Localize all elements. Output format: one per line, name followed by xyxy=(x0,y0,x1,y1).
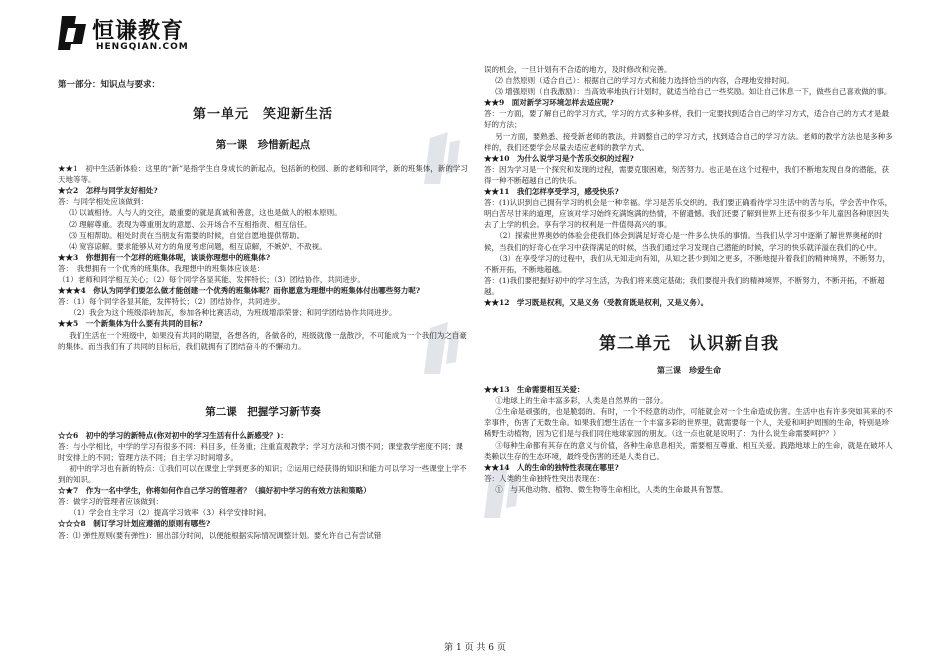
lesson-title: 第二课 把握学习新节奏 xyxy=(205,405,321,418)
answer-point: ⑵ 理解尊重。表现为尊重朋友的意愿、公开场合不互相指责、相互信任。 xyxy=(69,219,312,229)
question-heading: ★★9 面对新学习环境怎样去适应呢? xyxy=(484,98,614,108)
logo-mark-icon xyxy=(56,14,90,52)
answer-text: 我们生活在一个班级中，如果没有共同的期望，各想各的，各做各的，班级就像一盘散沙，不可能成为一个我们为之自豪的集体。而当我们有了共同的目标后，我们就拥有了团结奋斗的不懈动力。 xyxy=(58,330,467,351)
question-heading: ★★10 为什么说学习是个苦乐交织的过程? xyxy=(484,153,634,163)
question-heading: ★★★4 你认为同学们要怎么做才能创建一个优秀的班集体呢？而你愿意为理想中的班集体付出哪些努力呢? xyxy=(58,286,421,296)
answer-text: 答： 我想拥有一个优秀的班集体。我理想中的班集体应该是： xyxy=(58,263,265,273)
answer-text: 答：与小学相比，中学的学习有很多不同：科目多，任务重；注重直观教学；学习方法和习惯不同；课堂教学密度不同；课时安排上的不同；管理方法不同；自主学习时间增多。 xyxy=(58,441,463,462)
answer-text: （2）探索世界奥妙的体验会使我们体会到满足好奇心是一件多么快乐的事情。当我们从学习中逐渐了解世界奥秘的时候，当我们的好奇心在学习中获得满足的时候，当我们通过学习发现自己潜能的时候，学习的快乐就洋溢在我们的心中。 xyxy=(484,231,883,252)
answer-point: ③每种生命都有其存在的意义与价值，各种生命息息相关，需要相互尊重、相互关爱。践踏地球上的生命，就是在破坏人类赖以生存的生态环境，最终受伤害的还是人类自己。 xyxy=(484,440,893,461)
lesson-title: 第一课 珍惜新起点 xyxy=(215,139,311,152)
question-heading: ★★3 你想拥有一个怎样的班集体呢，谈谈你理想中的班集体? xyxy=(58,252,271,262)
question-heading: ★☆2 怎样与同学友好相处? xyxy=(58,186,158,196)
question-heading: ★★13 生命需要相互关爱： xyxy=(484,385,585,395)
left-column xyxy=(58,64,468,541)
page-footer: 第 1 页 共 6 页 xyxy=(444,643,506,653)
answer-text: （1）老师和同学相互关心；（2）每个同学各显其能、发挥特长；（3）团结协作，共同进步。 xyxy=(58,275,365,285)
answer-text: 答：一方面，要了解自己的学习方式，学习的方式多种多样，我们一定要找到适合自己的学习方式，适合自己的方式才是最好的方法； xyxy=(484,109,889,130)
answer-text: （2）我会为这个班级添砖加瓦，参加各种比赛活动，为班级增添荣誉；和同学团结协作共同进步。 xyxy=(69,308,397,318)
logo xyxy=(56,12,206,56)
lesson-title: 第三课 珍爱生命 xyxy=(657,365,721,376)
answer-text: 初中的学习也有新的特点：①我们可以在课堂上学到更多的知识；②运用已经获得的知识和能力可以学习一些课堂上学不到的知识。 xyxy=(58,463,467,485)
logo-url: HENGQIAN.COM xyxy=(96,42,189,52)
answer-point: ① 与其他动物、植物、微生物等生命相比，人类的生命最具有智慧。 xyxy=(495,484,728,494)
logo-name: 恒谦教育 xyxy=(92,19,185,44)
answer-text: 答：⑴ 弹性原则(要有弹性)：留出部分时间，以便能根据实际情况调整计划。要允许自己有尝试错 xyxy=(58,530,382,540)
answer-text: 答：与同学相处应该做到： xyxy=(58,197,148,207)
question-heading: ★★12 学习既是权利，又是义务（受教育既是权利，又是义务）。 xyxy=(484,297,709,307)
answer-text: 答：做学习的管理者应该做到： xyxy=(58,497,163,507)
answer-text: 另一方面，要熟悉、接受新老师的教法，并调整自己的学习方式，找到适合自己的学习方法。老师的教学方法也是多种多样的，我们还要学会尽量去适应老师的教学方式。 xyxy=(484,131,893,152)
answer-point: ⑵ 自然原则（适合自己）：根据自己的学习方式和能力选择恰当的内容，合理地安排时间。 xyxy=(495,76,794,86)
question-heading: ☆★7 作为一名中学生，你将如何作自己学习的管理者？（搞好初中学习的有效方法和策略） xyxy=(58,486,371,496)
question-heading: ★★5 一个新集体为什么要有共同的目标? xyxy=(58,319,203,329)
answer-text: 答：人类的生命独特性突出表现在： xyxy=(484,473,604,483)
answer-text: 答：（1）每个同学各显其能，发挥特长；（2）团结协作，共同进步。 xyxy=(58,297,286,307)
answer-text: 答：因为学习是一个探究和发现的过程，需要克服困难，刻苦努力。也正是在这个过程中，我们不断地发现自身的潜能，获得一种不断超越自己的快乐。 xyxy=(484,164,889,185)
answer-point: ①地球上的生命丰富多彩，人类是自然界的一部分。 xyxy=(495,396,668,406)
unit-title: 第一单元 笑迎新生活 xyxy=(192,107,333,123)
question-heading: ☆☆☆8 制订学习计划应遵循的原则有哪些? xyxy=(58,519,211,529)
answer-text: （1）学会自主学习（2）提高学习效率（3）科学安排时间。 xyxy=(69,508,272,518)
answer-text: （3）在享受学习的过程中，我们从无知走向有知，从知之甚少到知之更多，不断地提升着我们的精神境界，不断努力，不断开拓，不断地超越。 xyxy=(484,253,891,274)
right-column xyxy=(484,64,894,495)
answer-point: ⑶ 互相帮助。相处时责在当朋友有需要的时候，自觉自愿地提供帮助。 xyxy=(69,230,305,240)
answer-text: 答：(1)我们要把握好初中的学习生活，为我们将来奠定基础；我们要提升我们的精神境界，不断努力，不断开拓，不断超越。 xyxy=(484,275,885,296)
unit-title: 第二单元 认识新自我 xyxy=(599,334,779,355)
answer-point: ⑷ 宽容谅解。要求能够从对方的角度考虑问题，相互谅解，不嫉妒、不敌视。 xyxy=(69,241,327,251)
answer-text: 误的机会，一旦计划有不合适的地方，及时修改和完善。 xyxy=(484,65,672,74)
part-heading: 第一部分：知识点与要求： xyxy=(58,80,161,90)
question-heading: ☆☆6 初中的学习的新特点(你对初中的学习生活有什么新感受？)： xyxy=(58,430,288,440)
question-item: ★★1 初中生活新体验：这里的“新”是指学生自身成长的新起点，包括新的校园、新的老师和同学，新的班集体，新的学习天地等等。 xyxy=(58,164,468,185)
question-heading: ★★14 人的生命的独特性表现在哪里? xyxy=(484,462,619,472)
answer-point: ②生命是顽强的，也是脆弱的。有时，一个不经意的动作，可能就会对一个生命造成伤害。生活中也有许多突如其来的不幸事件，伤害了无数生命。如果我们想生活在一个丰富多彩的世界里，就需要每一个人，关爱和呵护周围的生命，特别是珍稀野生动植物，因为它们是与我们同住地球家园的朋友。（这一点也就是说明了：为什么说生命需要呵护？） xyxy=(484,407,893,439)
answer-point: ⑴ 以诚相待。人与人的交往，最重要的就是真诚和善意，这也是做人的根本原则。 xyxy=(69,208,342,218)
answer-text: 答：(1)认识到自己拥有学习的机会是一种幸福。学习是苦乐交织的。我们要正确看待学习生活中的苦与乐，学会苦中作乐，明白苦尽甘来的道理，应该对学习始终充满饱满的热情，不留遗憾。我们还要了解到世界上还有很多少年儿童因各种原因失去了上学的机会。享有学习的权利是一件值得高兴的事。 xyxy=(484,198,893,230)
answer-point: ⑶ 增强原则（自我激励）：当高效率地执行计划时，就适当给自己一些奖励。如让自己休息一下，做些自己喜欢做的事。 xyxy=(495,87,892,97)
question-heading: ★★11 我们怎样享受学习，感受快乐? xyxy=(484,187,619,197)
